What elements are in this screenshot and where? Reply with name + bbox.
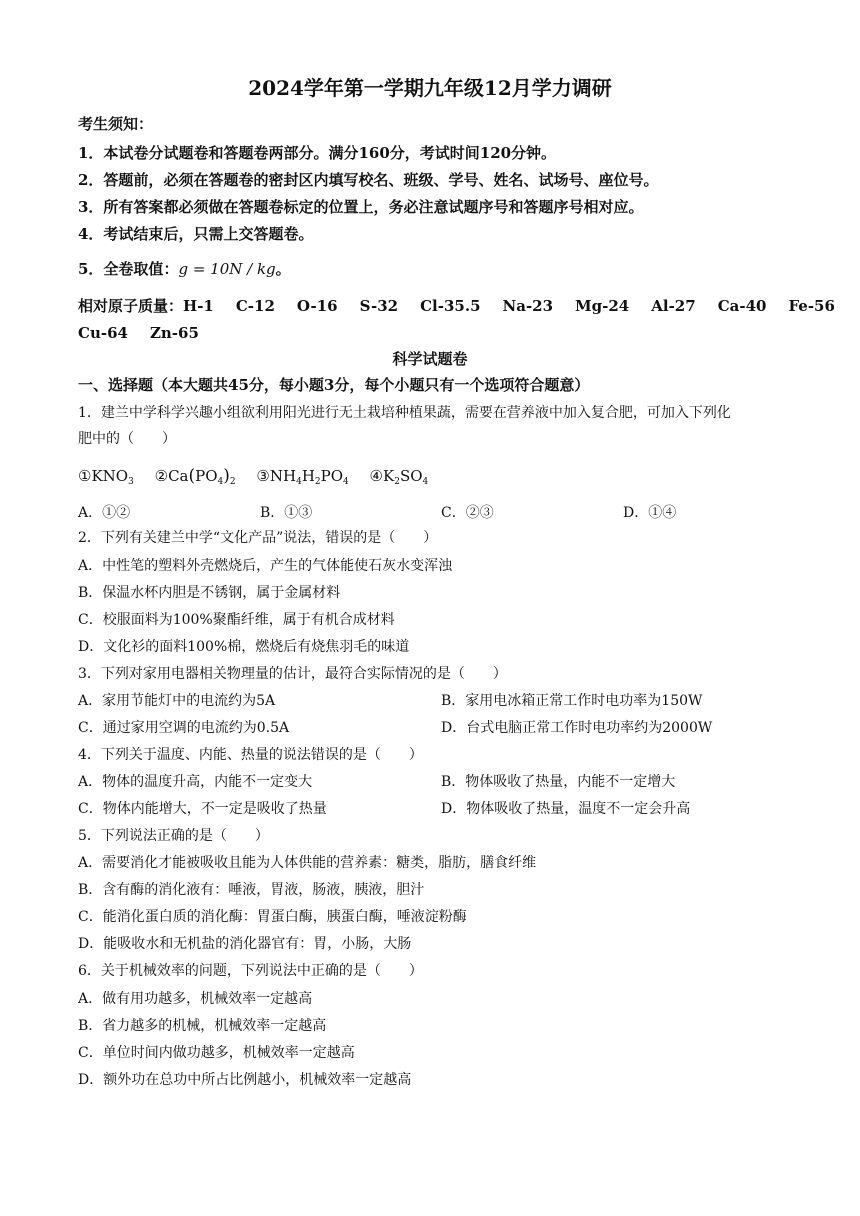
atomic-mass-item: Cu-64	[78, 324, 128, 342]
section-title: 科学试题卷	[392, 350, 468, 368]
q2-option-d: D．文化衫的面料100%棉，燃烧后有烧焦羽毛的味道	[78, 639, 410, 655]
q6-option-c: C．单位时间内做功越多，机械效率一定越高	[78, 1045, 355, 1061]
notice-item-5	[78, 259, 291, 279]
atomic-mass-item: O-16	[296, 297, 338, 315]
q4-option-d: D．物体吸收了热量，温度不一定会升高	[441, 801, 691, 817]
q2-option-c: C．校服面料为100%聚酯纤维，属于有机合成材料	[78, 612, 395, 628]
notice-item-5-prefix: 5．全卷取值：	[78, 260, 179, 278]
q3-option-a: A．家用节能灯中的电流约为5A	[78, 693, 276, 709]
gravity-formula: g = 10N / kg	[178, 260, 276, 278]
q5-option-d: D．能吸收水和无机盐的消化器官有：胃，小肠，大肠	[78, 936, 412, 952]
q1-formulas	[78, 466, 444, 486]
atomic-mass-item: Zn-65	[149, 324, 199, 342]
q4-stem: 4．下列关于温度、内能、热量的说法错误的是（ ）	[78, 747, 423, 763]
q1-stem-line-2: 肥中的（ ）	[78, 431, 176, 447]
q6-option-a: A．做有用功越多，机械效率一定越高	[78, 991, 313, 1007]
atomic-mass-item: Al-27	[651, 297, 696, 315]
atomic-mass-row-2	[78, 323, 221, 343]
q4-option-b: B．物体吸收了热量，内能不一定增大	[441, 774, 676, 790]
formula-2: $②Ca(PO_4)_2$	[154, 466, 236, 487]
q5-option-a: A．需要消化才能被吸收且能为人体供能的营养素：糖类，脂肪，膳食纤维	[78, 855, 537, 871]
q6-option-b: B．省力越多的机械，机械效率一定越高	[78, 1018, 327, 1034]
atomic-mass-item: Cl-35.5	[420, 297, 481, 315]
q3-option-d: D．台式电脑正常工作时电功率约为2000W	[441, 720, 713, 736]
atomic-mass-item: Na-23	[502, 297, 554, 315]
q5-stem: 5．下列说法正确的是（ ）	[78, 828, 269, 844]
q2-stem: 2．下列有关建兰中学“文化产品”说法，错误的是（ ）	[78, 530, 438, 546]
q4-option-c: C．物体内能增大，不一定是吸收了热量	[78, 801, 327, 817]
atomic-mass-item: Fe-56	[788, 297, 835, 315]
q6-stem: 6．关于机械效率的问题，下列说法中正确的是（ ）	[78, 963, 423, 979]
q1-stem-line-1: 1．建兰中学科学兴趣小组欲利用阳光进行无土栽培种植果蔬，需要在营养液中加入复合肥，可加入下列化	[78, 405, 731, 421]
q5-option-c: C．能消化蛋白质的消化酶：胃蛋白酶，胰蛋白酶，唾液淀粉酶	[78, 909, 467, 925]
q1-option-c: C．②③	[441, 505, 494, 521]
notice-heading: 考生须知：	[78, 115, 154, 133]
q5-option-b: B．含有酶的消化液有：唾液，胃液，肠液，胰液，胆汁	[78, 882, 425, 898]
q1-option-a: A．①②	[78, 505, 131, 521]
atomic-mass-item: Mg-24	[575, 297, 630, 315]
formula-1: $①KNO_3$	[78, 467, 134, 487]
q2-option-b: B．保温水杯内胆是不锈钢，属于金属材料	[78, 585, 341, 601]
q3-option-c: C．通过家用空调的电流约为0.5A	[78, 720, 290, 736]
q4-option-a: A．物体的温度升高，内能不一定变大	[78, 774, 313, 790]
q2-option-a: A．中性笔的塑料外壳燃烧后，产生的气体能使石灰水变浑浊	[78, 558, 453, 574]
notice-item-2: 2．答题前，必须在答题卷的密封区内填写校名、班级、学号、姓名、试场号、座位号。	[78, 171, 659, 189]
notice-item-1: 1．本试卷分试题卷和答题卷两部分。满分160分，考试时间120分钟。	[78, 144, 557, 162]
atomic-mass-row-1	[78, 296, 835, 316]
atomic-mass-label: 相对原子质量：	[78, 297, 184, 315]
q3-stem: 3．下列对家用电器相关物理量的估计，最符合实际情况的是（ ）	[78, 666, 507, 682]
notice-item-4: 4．考试结束后，只需上交答题卷。	[78, 225, 314, 243]
q1-option-b: B．①③	[260, 505, 313, 521]
notice-item-5-suffix: 。	[275, 260, 291, 278]
atomic-mass-item: S-32	[359, 297, 399, 315]
formula-4: $④K_2SO_4$	[369, 467, 429, 487]
q1-option-d: D．①④	[623, 505, 677, 521]
formula-3: $③NH_4H_2PO_4$	[256, 467, 349, 487]
notice-item-3: 3．所有答案都必须做在答题卷标定的位置上，务必注意试题序号和答题序号相对应。	[78, 198, 644, 216]
exam-title: 2024学年第一学期九年级12月学力调研	[248, 76, 612, 100]
atomic-mass-item: Ca-40	[717, 297, 767, 315]
part1-heading: 一、选择题（本大题共45分，每小题3分，每个小题只有一个选项符合题意）	[78, 376, 590, 394]
q3-option-b: B．家用电冰箱正常工作时电功率为150W	[441, 693, 703, 709]
q6-option-d: D．额外功在总功中所占比例越小，机械效率一定越高	[78, 1072, 412, 1088]
atomic-mass-item: H-1	[183, 297, 214, 315]
atomic-mass-item: C-12	[235, 297, 275, 315]
